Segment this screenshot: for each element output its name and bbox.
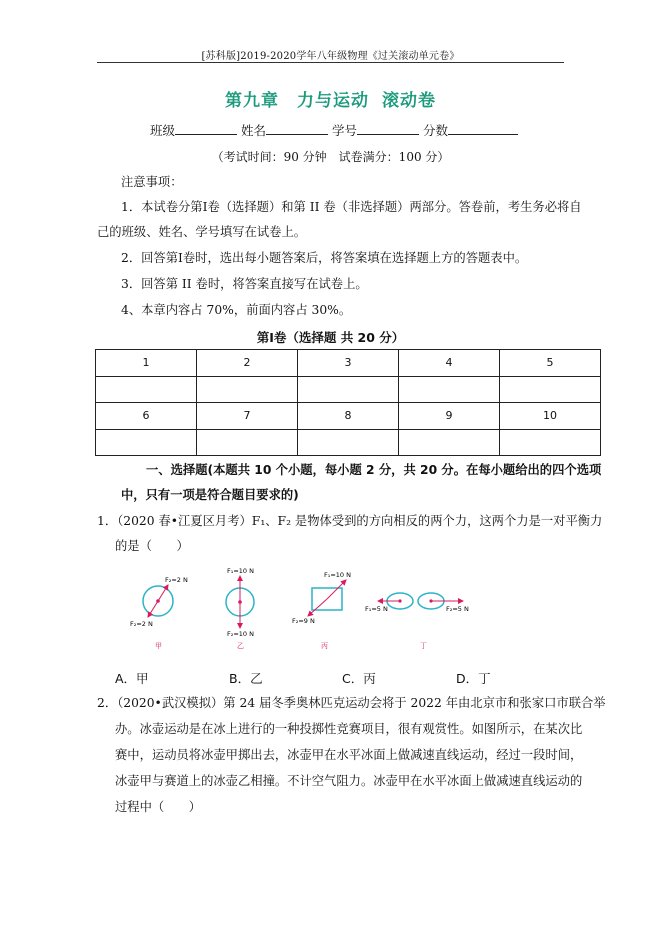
student-info-row (150, 121, 522, 139)
question-number-cell: 8 (298, 403, 399, 430)
question-number-cell: 6 (96, 403, 197, 430)
figure-caption: 丁 (420, 642, 427, 650)
id-field[interactable] (357, 121, 419, 135)
question-2-stem: 赛中，运动员将冰壶甲掷出去，冰壶甲在水平冰面上做减速直线运动，经过一段时间， (115, 748, 583, 762)
score-label: 分数 (423, 123, 449, 138)
force-arrow (308, 599, 327, 616)
notes-heading: 注意事项： (121, 175, 183, 189)
question-number-cell: 10 (500, 403, 601, 430)
answer-cell[interactable] (399, 376, 500, 403)
question-number-cell: 1 (96, 350, 197, 377)
note-line: 4、本章内容占 70%，前面内容占 30%。 (121, 303, 352, 317)
note-line: 1．本试卷分第Ⅰ卷（选择题）和第 II 卷（非选择题）两部分。答卷前，考生务必将自 (121, 200, 582, 214)
exam-meta: （考试时间：90 分钟 试卷满分：100 分） (211, 150, 450, 164)
answer-cell[interactable] (197, 376, 298, 403)
table-row (96, 403, 601, 430)
answer-cell[interactable] (500, 376, 601, 403)
table-row (96, 350, 601, 377)
class-label: 班级 (150, 123, 176, 138)
note-line: 2．回答第Ⅰ卷时，选出每小题答案后，将答案填在选择题上方的答题表中。 (121, 251, 528, 265)
score-field[interactable] (448, 121, 518, 135)
option-a[interactable]: A．甲 (115, 671, 149, 686)
question-2-stem: 冰壶甲与赛道上的冰壶乙相撞。不计空气阻力。冰壶甲在水平冰面上做减速直线运动的 (115, 774, 583, 788)
figure-yi (226, 567, 254, 650)
note-line: 己的班级、姓名、学号填写在试卷上。 (97, 225, 307, 239)
figure-caption: 丙 (321, 642, 328, 650)
figure-caption: 甲 (155, 642, 162, 650)
question-number-cell: 7 (197, 403, 298, 430)
table-row (96, 376, 601, 403)
force-label: F₁=10 N (227, 567, 254, 575)
option-b[interactable]: B．乙 (229, 671, 263, 686)
figure-caption: 乙 (237, 642, 244, 650)
answer-cell[interactable] (298, 429, 399, 456)
part-1-instruction: 中，只有一项是符合题目要求的) (121, 488, 299, 502)
question-1-stem: 的是（ ） (115, 539, 189, 553)
question-number-cell: 3 (298, 350, 399, 377)
answer-cell[interactable] (399, 429, 500, 456)
question-1-stem: 1．（2020 春•江夏区月考）F₁、F₂ 是物体受到的方向相反的两个力，这两个力是一对平衡力 (97, 514, 603, 528)
answer-cell[interactable] (500, 429, 601, 456)
question-number-cell: 4 (399, 350, 500, 377)
force-label: F₂=5 N (446, 605, 469, 613)
answer-cell[interactable] (298, 376, 399, 403)
option-d[interactable]: D．丁 (456, 671, 491, 686)
id-label: 学号 (332, 123, 358, 138)
figure-ding (365, 593, 469, 650)
header-rule (97, 62, 564, 63)
table-row (96, 429, 601, 456)
figure-bing (292, 571, 351, 650)
question-number-cell: 9 (399, 403, 500, 430)
force-label: F₂=2 N (130, 620, 153, 628)
answer-table (95, 349, 601, 456)
name-label: 姓名 (241, 123, 267, 138)
answer-cell[interactable] (96, 429, 197, 456)
answer-cell[interactable] (197, 429, 298, 456)
part-1-instruction: 一、选择题(本题共 10 个小题，每小题 2 分，共 20 分。在每小题给出的四个选项 (146, 463, 602, 477)
answer-cell[interactable] (96, 376, 197, 403)
question-number-cell: 5 (500, 350, 601, 377)
question-1-figure (128, 565, 488, 655)
note-line: 3．回答第 II 卷时，将答案直接写在试卷上。 (121, 277, 368, 291)
force-label: F₂=9 N (292, 617, 315, 625)
force-arrow (327, 580, 346, 599)
question-2-stem: 办。冰壶运动是在冰上进行的一种投掷性竞赛项目，很有观赏性。如图所示，在某次比 (115, 722, 583, 736)
section-1-title: 第Ⅰ卷（选择题 共 20 分） (256, 330, 405, 345)
running-header: [苏科版]2019-2020学年八年级物理《过关滚动单元卷》 (201, 51, 460, 62)
force-label: F₁=10 N (324, 571, 351, 579)
page-title: 第九章 力与运动 滚动卷 (225, 91, 436, 111)
class-field[interactable] (175, 121, 237, 135)
force-label: F₁=5 N (365, 605, 388, 613)
force-label: F₂=2 N (165, 576, 188, 584)
figure-jia (130, 576, 188, 650)
name-field[interactable] (266, 121, 328, 135)
force-label: F₂=10 N (227, 630, 254, 638)
option-c[interactable]: C．丙 (342, 671, 376, 686)
question-2-stem: 2．（2020•武汉模拟）第 24 届冬季奥林匹克运动会将于 2022 年由北京市和张家口市联合举 (97, 696, 606, 710)
question-number-cell: 2 (197, 350, 298, 377)
question-2-stem: 过程中（ ） (115, 800, 202, 814)
